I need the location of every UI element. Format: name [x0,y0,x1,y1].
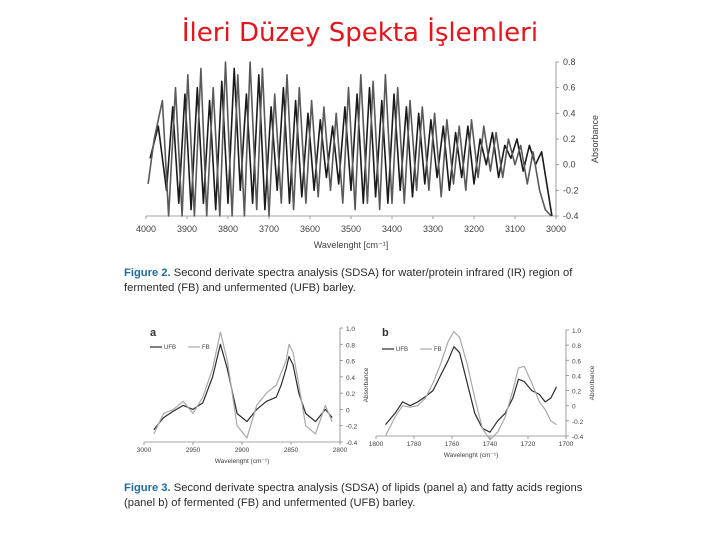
chart1-x-tick-label: 2800 [332,447,348,454]
chart2-y-tick-label: 0.2 [572,388,582,396]
chart0-y-tick-label: -0.2 [563,185,579,196]
chart1-y-tick-label: 0.2 [346,391,356,399]
chart0-x-tick-label: 3000 [545,224,567,234]
chart2-y-tick-label: 0.8 [572,343,582,351]
figure3-panel-b-letter: b [382,327,389,339]
chart2-y-tick-label: 1.0 [572,328,582,335]
chart0-y-tick-label: 0.4 [563,108,576,119]
chart1-legend-ufb-label: UFB [164,345,176,351]
chart0-x-axis-label: Wavelenght [cm⁻¹] [313,240,389,250]
chart2-x-tick-label: 1800 [368,441,384,448]
chart0-x-tick-label: 3700 [258,224,280,234]
chart1-legend-fb-label: FB [202,345,210,351]
chart2-x-tick-label: 1780 [406,441,422,448]
chart1-x-tick-label: 2950 [185,447,201,454]
chart0-x-tick-label: 3800 [217,224,239,234]
chart2-y-axis-label: Absorbance [589,365,596,401]
chart1-series-fb-line [154,332,332,438]
chart2-series-ufb-line [386,347,557,433]
chart0-x-tick-label: 3500 [340,224,362,234]
chart2-x-tick-label: 1700 [558,441,574,448]
chart1-y-tick-label: 0.4 [346,374,356,382]
chart1-y-tick-label: 0.8 [346,342,356,350]
chart1-y-tick-label: 1.0 [346,326,356,333]
chart1-y-tick-label: 0.6 [346,358,356,366]
chart2-y-tick-label: 0.4 [572,373,582,381]
chart1-series-ufb-line [154,344,332,430]
chart0-y-axis-label: Absorbance [590,114,600,164]
slide-title: İleri Düzey Spekta İşlemleri [181,18,539,48]
chart2-x-axis-label: Wavelenght (cm⁻¹) [443,452,499,459]
figure2-caption [124,266,614,296]
chart0-y-tick-label: 0.6 [563,82,576,93]
figure3-panel-a-letter: a [150,327,157,339]
chart1-x-tick-label: 2850 [283,447,299,454]
figure3-caption-text: Second derivate spectra analysis (SDSA) of lipids (panel a) and fatty acids regions (panel b) of fermented (FB) and unfermented (UFB) barley. [124,482,583,509]
chart0-x-tick-label: 3900 [176,224,198,234]
chart1-x-tick-label: 2900 [234,447,250,454]
chart2-x-tick-label: 1720 [520,441,536,448]
chart2-y-tick-label: -0.2 [572,418,584,426]
figure3-caption [124,481,614,511]
chart2-x-tick-label: 1760 [444,441,460,448]
chart0-x-tick-label: 3100 [504,224,526,234]
chart2-legend-fb-label: FB [434,347,442,353]
chart1-y-tick-label: 0 [346,407,350,415]
chart0-y-tick-label: 0.0 [563,159,576,170]
chart1-y-tick-label: -0.4 [346,440,358,447]
figure2-caption-label: Figure 2. [124,267,171,279]
chart0-x-tick-label: 3200 [463,224,485,234]
chart2-legend-ufb-label: UFB [396,347,408,353]
figure2-caption-text: Second derivate spectra analysis (SDSA) for water/protein infrared (IR) region of fermented (FB) and unfermented (UFB) barley. [124,267,573,294]
chart0-y-tick-label: -0.4 [563,211,579,221]
chart2-y-tick-label: 0.6 [572,358,582,366]
chart2-x-tick-label: 1740 [482,441,498,448]
chart0-x-tick-label: 3600 [299,224,321,234]
chart1-x-tick-label: 3000 [136,447,152,454]
chart0-y-tick-label: 0.8 [563,57,576,67]
chart1-y-tick-label: -0.2 [346,423,358,431]
chart1-y-axis-label: Absorbance [363,367,370,403]
chart0-x-tick-label: 3300 [422,224,444,234]
chart1-x-axis-label: Wavelenght (cm⁻¹) [214,458,270,465]
figure3-caption-label: Figure 3. [124,482,171,494]
chart0-x-tick-label: 4000 [135,224,157,234]
chart0-y-tick-label: 0.2 [563,134,576,144]
chart2-y-tick-label: -0.4 [572,434,584,441]
chart2-y-tick-label: 0 [572,403,576,411]
chart2-series-fb-line [386,332,557,440]
chart0-x-tick-label: 3400 [381,224,403,234]
